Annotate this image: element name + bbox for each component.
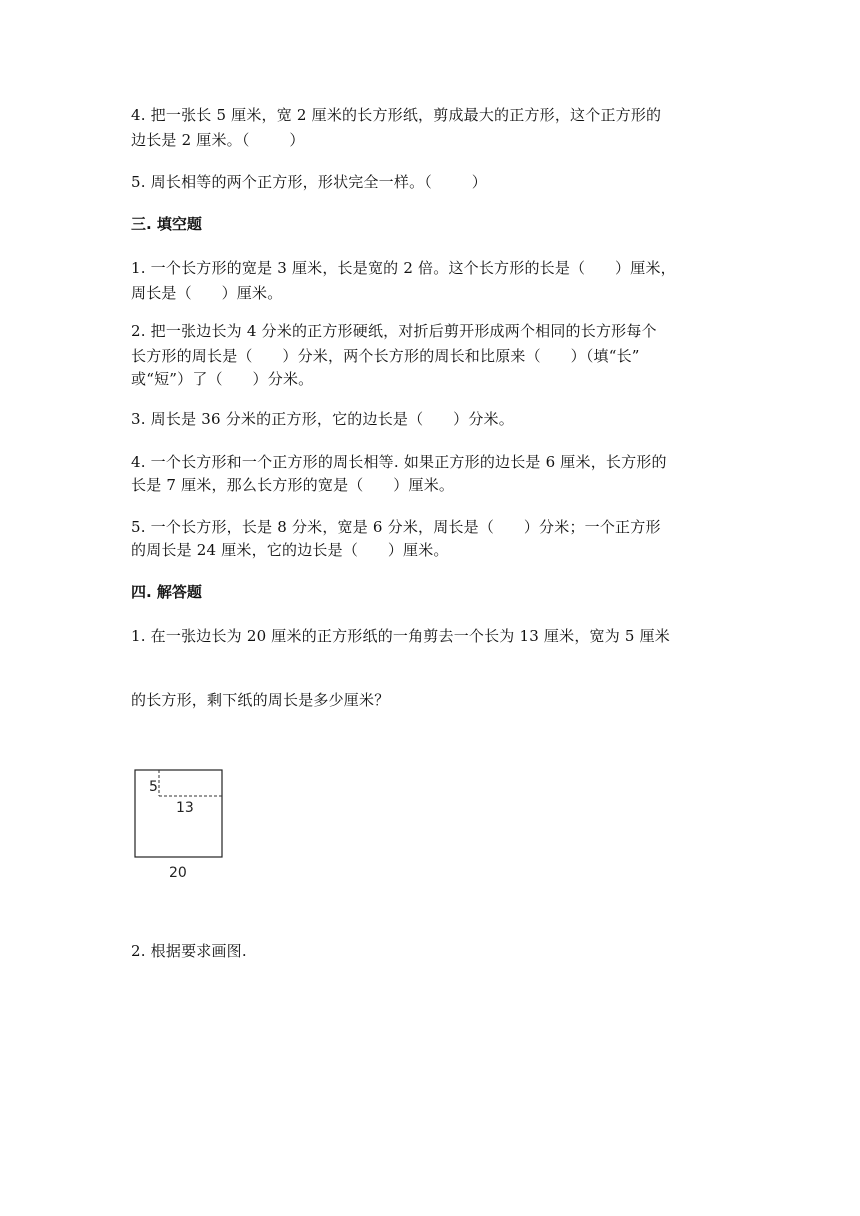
label-width-5: 5 xyxy=(149,779,158,795)
fill-q2-line1: 2. 把一张边长为 4 分米的正方形硬纸，对折后剪开形成两个相同的长方形每个 xyxy=(131,322,657,340)
section-heading-fill: 三. 填空题 xyxy=(131,215,202,233)
square-cut-figure xyxy=(125,760,245,890)
fill-q4-line1: 4. 一个长方形和一个正方形的周长相等. 如果正方形的边长是 6 厘米，长方形的 xyxy=(131,453,667,471)
solve-q1-line2: 的长方形，剩下纸的周长是多少厘米？ xyxy=(131,691,390,709)
fill-q1-line2: 周长是（ ）厘米。 xyxy=(131,284,283,302)
label-length-13: 13 xyxy=(176,800,194,816)
fill-q2-line2: 长方形的周长是（ ）分米，两个长方形的周长和比原来（ ）（填“长” xyxy=(131,347,640,365)
section-heading-solve: 四. 解答题 xyxy=(131,583,202,601)
fill-q4-line2: 长是 7 厘米，那么长方形的宽是（ ）厘米。 xyxy=(131,476,455,494)
fill-q2-line3: 或“短”）了（ ）分米。 xyxy=(131,370,314,388)
solve-q1-line1: 1. 在一张边长为 20 厘米的正方形纸的一角剪去一个长为 13 厘米，宽为 5 厘米 xyxy=(131,627,671,645)
fill-q3: 3. 周长是 36 分米的正方形，它的边长是（ ）分米。 xyxy=(131,410,514,428)
fill-q1-line1: 1. 一个长方形的宽是 3 厘米，长是宽的 2 倍。这个长方形的长是（ ）厘米， xyxy=(131,259,676,277)
judgment-q4-line2: 边长是 2 厘米。（ ） xyxy=(131,131,305,149)
solve-q2: 2. 根据要求画图. xyxy=(131,942,247,960)
label-side-20: 20 xyxy=(169,865,187,881)
judgment-q4-line1: 4. 把一张长 5 厘米，宽 2 厘米的长方形纸，剪成最大的正方形，这个正方形的 xyxy=(131,106,662,124)
square-cut-diagram xyxy=(125,760,245,890)
fill-q5-line1: 5. 一个长方形，长是 8 分米，宽是 6 分米，周长是（ ）分米；一个正方形 xyxy=(131,518,661,536)
fill-q5-line2: 的周长是 24 厘米，它的边长是（ ）厘米。 xyxy=(131,541,449,559)
judgment-q5: 5. 周长相等的两个正方形，形状完全一样。（ ） xyxy=(131,173,487,191)
